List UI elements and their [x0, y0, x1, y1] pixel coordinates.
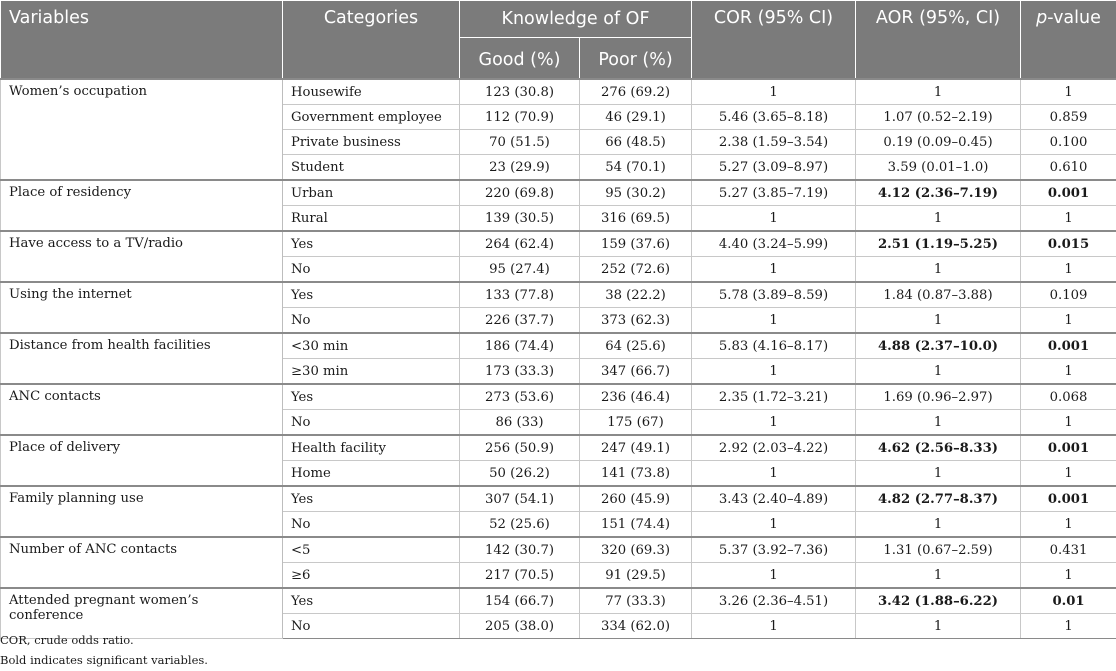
- aor-cell: 1: [856, 410, 1021, 436]
- poor-cell: 334 (62.0): [580, 614, 692, 639]
- table-row: [1, 282, 1116, 308]
- poor-cell: 159 (37.6): [580, 231, 692, 257]
- category-cell: <5: [283, 537, 460, 563]
- poor-cell: 91 (29.5): [580, 563, 692, 589]
- cor-cell: 1: [692, 614, 856, 639]
- cor-cell: 2.92 (2.03–4.22): [692, 435, 856, 461]
- table-body: [1, 79, 1116, 639]
- header-cor: COR (95% CI): [692, 1, 856, 80]
- aor-cell: 1: [856, 512, 1021, 538]
- poor-cell: 252 (72.6): [580, 257, 692, 283]
- table-header: [1, 1, 1116, 80]
- pvalue-cell: 0.001: [1021, 333, 1116, 359]
- category-cell: No: [283, 308, 460, 334]
- pvalue-cell: 0.01: [1021, 588, 1116, 614]
- good-cell: 273 (53.6): [460, 384, 580, 410]
- aor-cell: 1: [856, 461, 1021, 487]
- aor-cell: 2.51 (1.19–5.25): [856, 231, 1021, 257]
- pvalue-cell: 1: [1021, 206, 1116, 232]
- pvalue-cell: 1: [1021, 563, 1116, 589]
- category-cell: Housewife: [283, 79, 460, 105]
- good-cell: 264 (62.4): [460, 231, 580, 257]
- cor-cell: 1: [692, 461, 856, 487]
- good-cell: 123 (30.8): [460, 79, 580, 105]
- header-good: Good (%): [460, 38, 580, 80]
- category-cell: Yes: [283, 231, 460, 257]
- good-cell: 50 (26.2): [460, 461, 580, 487]
- variable-cell: Place of residency: [1, 180, 283, 231]
- pvalue-cell: 1: [1021, 614, 1116, 639]
- table-row: [1, 231, 1116, 257]
- pvalue-cell: 0.068: [1021, 384, 1116, 410]
- poor-cell: 175 (67): [580, 410, 692, 436]
- good-cell: 256 (50.9): [460, 435, 580, 461]
- cor-cell: 1: [692, 359, 856, 385]
- category-cell: ≥30 min: [283, 359, 460, 385]
- variable-cell: Have access to a TV/radio: [1, 231, 283, 282]
- poor-cell: 260 (45.9): [580, 486, 692, 512]
- cor-cell: 3.26 (2.36–4.51): [692, 588, 856, 614]
- header-pvalue-italic: p: [1036, 8, 1048, 28]
- variable-cell: Attended pregnant women’s conference: [1, 588, 283, 639]
- variable-cell: Women’s occupation: [1, 79, 283, 180]
- table-row: [1, 180, 1116, 206]
- table-row: [1, 588, 1116, 614]
- header-pvalue: [1021, 1, 1116, 80]
- cor-cell: 1: [692, 563, 856, 589]
- cor-cell: 5.27 (3.85–7.19): [692, 180, 856, 206]
- category-cell: No: [283, 614, 460, 639]
- table-row: [1, 435, 1116, 461]
- cor-cell: 2.38 (1.59–3.54): [692, 130, 856, 155]
- variable-cell: Distance from health facilities: [1, 333, 283, 384]
- poor-cell: 54 (70.1): [580, 155, 692, 181]
- aor-cell: 1: [856, 206, 1021, 232]
- cor-cell: 2.35 (1.72–3.21): [692, 384, 856, 410]
- pvalue-cell: 0.001: [1021, 435, 1116, 461]
- good-cell: 23 (29.9): [460, 155, 580, 181]
- category-cell: Yes: [283, 486, 460, 512]
- footnote-cor: COR, crude odds ratio.: [0, 633, 134, 647]
- category-cell: Private business: [283, 130, 460, 155]
- header-pvalue-rest: -value: [1047, 8, 1101, 28]
- poor-cell: 141 (73.8): [580, 461, 692, 487]
- category-cell: Yes: [283, 384, 460, 410]
- cor-cell: 1: [692, 79, 856, 105]
- good-cell: 95 (27.4): [460, 257, 580, 283]
- poor-cell: 46 (29.1): [580, 105, 692, 130]
- good-cell: 307 (54.1): [460, 486, 580, 512]
- good-cell: 217 (70.5): [460, 563, 580, 589]
- variable-cell: Family planning use: [1, 486, 283, 537]
- good-cell: 112 (70.9): [460, 105, 580, 130]
- category-cell: Urban: [283, 180, 460, 206]
- pvalue-cell: 0.100: [1021, 130, 1116, 155]
- footnotes: [0, 630, 208, 670]
- aor-cell: 4.62 (2.56–8.33): [856, 435, 1021, 461]
- pvalue-cell: 0.610: [1021, 155, 1116, 181]
- aor-cell: 1: [856, 359, 1021, 385]
- aor-cell: 3.42 (1.88–6.22): [856, 588, 1021, 614]
- aor-cell: 1: [856, 614, 1021, 639]
- pvalue-cell: 0.431: [1021, 537, 1116, 563]
- footnote-bold: Bold indicates significant variables.: [0, 653, 208, 667]
- poor-cell: 151 (74.4): [580, 512, 692, 538]
- header-knowledge: Knowledge of OF: [460, 1, 692, 38]
- poor-cell: 64 (25.6): [580, 333, 692, 359]
- aor-cell: 1: [856, 79, 1021, 105]
- pvalue-cell: 0.015: [1021, 231, 1116, 257]
- variable-cell: ANC contacts: [1, 384, 283, 435]
- poor-cell: 38 (22.2): [580, 282, 692, 308]
- poor-cell: 320 (69.3): [580, 537, 692, 563]
- category-cell: Yes: [283, 588, 460, 614]
- poor-cell: 276 (69.2): [580, 79, 692, 105]
- aor-cell: 1: [856, 308, 1021, 334]
- header-categories: Categories: [283, 1, 460, 80]
- pvalue-cell: 1: [1021, 410, 1116, 436]
- aor-cell: 0.19 (0.09–0.45): [856, 130, 1021, 155]
- aor-cell: 4.88 (2.37–10.0): [856, 333, 1021, 359]
- table-row: [1, 384, 1116, 410]
- category-cell: <30 min: [283, 333, 460, 359]
- category-cell: No: [283, 257, 460, 283]
- poor-cell: 347 (66.7): [580, 359, 692, 385]
- table-row: [1, 486, 1116, 512]
- cor-cell: 5.46 (3.65–8.18): [692, 105, 856, 130]
- category-cell: Home: [283, 461, 460, 487]
- good-cell: 205 (38.0): [460, 614, 580, 639]
- cor-cell: 1: [692, 308, 856, 334]
- pvalue-cell: 0.859: [1021, 105, 1116, 130]
- category-cell: No: [283, 410, 460, 436]
- pvalue-cell: 1: [1021, 79, 1116, 105]
- aor-cell: 1.84 (0.87–3.88): [856, 282, 1021, 308]
- table-row: [1, 79, 1116, 105]
- good-cell: 154 (66.7): [460, 588, 580, 614]
- variable-cell: Number of ANC contacts: [1, 537, 283, 588]
- cor-cell: 1: [692, 410, 856, 436]
- category-cell: ≥6: [283, 563, 460, 589]
- poor-cell: 77 (33.3): [580, 588, 692, 614]
- category-cell: No: [283, 512, 460, 538]
- pvalue-cell: 1: [1021, 461, 1116, 487]
- cor-cell: 1: [692, 512, 856, 538]
- good-cell: 186 (74.4): [460, 333, 580, 359]
- pvalue-cell: 0.001: [1021, 180, 1116, 206]
- poor-cell: 373 (62.3): [580, 308, 692, 334]
- pvalue-cell: 1: [1021, 359, 1116, 385]
- category-cell: Yes: [283, 282, 460, 308]
- table-row: [1, 333, 1116, 359]
- pvalue-cell: 0.001: [1021, 486, 1116, 512]
- good-cell: 139 (30.5): [460, 206, 580, 232]
- cor-cell: 5.78 (3.89–8.59): [692, 282, 856, 308]
- aor-cell: 4.82 (2.77–8.37): [856, 486, 1021, 512]
- category-cell: Rural: [283, 206, 460, 232]
- pvalue-cell: 1: [1021, 512, 1116, 538]
- good-cell: 133 (77.8): [460, 282, 580, 308]
- good-cell: 220 (69.8): [460, 180, 580, 206]
- cor-cell: 1: [692, 257, 856, 283]
- poor-cell: 66 (48.5): [580, 130, 692, 155]
- aor-cell: 1.31 (0.67–2.59): [856, 537, 1021, 563]
- aor-cell: 1: [856, 563, 1021, 589]
- category-cell: Health facility: [283, 435, 460, 461]
- good-cell: 173 (33.3): [460, 359, 580, 385]
- pvalue-cell: 1: [1021, 308, 1116, 334]
- variable-cell: Using the internet: [1, 282, 283, 333]
- category-cell: Student: [283, 155, 460, 181]
- poor-cell: 95 (30.2): [580, 180, 692, 206]
- cor-cell: 4.40 (3.24–5.99): [692, 231, 856, 257]
- aor-cell: 4.12 (2.36–7.19): [856, 180, 1021, 206]
- cor-cell: 5.27 (3.09–8.97): [692, 155, 856, 181]
- cor-cell: 5.37 (3.92–7.36): [692, 537, 856, 563]
- cor-cell: 3.43 (2.40–4.89): [692, 486, 856, 512]
- aor-cell: 1: [856, 257, 1021, 283]
- poor-cell: 247 (49.1): [580, 435, 692, 461]
- aor-cell: 1.69 (0.96–2.97): [856, 384, 1021, 410]
- cor-cell: 5.83 (4.16–8.17): [692, 333, 856, 359]
- good-cell: 86 (33): [460, 410, 580, 436]
- aor-cell: 1.07 (0.52–2.19): [856, 105, 1021, 130]
- good-cell: 142 (30.7): [460, 537, 580, 563]
- good-cell: 70 (51.5): [460, 130, 580, 155]
- header-aor: AOR (95%, CI): [856, 1, 1021, 80]
- pvalue-cell: 1: [1021, 257, 1116, 283]
- good-cell: 226 (37.7): [460, 308, 580, 334]
- poor-cell: 236 (46.4): [580, 384, 692, 410]
- header-poor: Poor (%): [580, 38, 692, 80]
- category-cell: Government employee: [283, 105, 460, 130]
- aor-cell: 3.59 (0.01–1.0): [856, 155, 1021, 181]
- good-cell: 52 (25.6): [460, 512, 580, 538]
- variable-cell: Place of delivery: [1, 435, 283, 486]
- cor-cell: 1: [692, 206, 856, 232]
- header-variables: Variables: [1, 1, 283, 80]
- poor-cell: 316 (69.5): [580, 206, 692, 232]
- pvalue-cell: 0.109: [1021, 282, 1116, 308]
- table-row: [1, 537, 1116, 563]
